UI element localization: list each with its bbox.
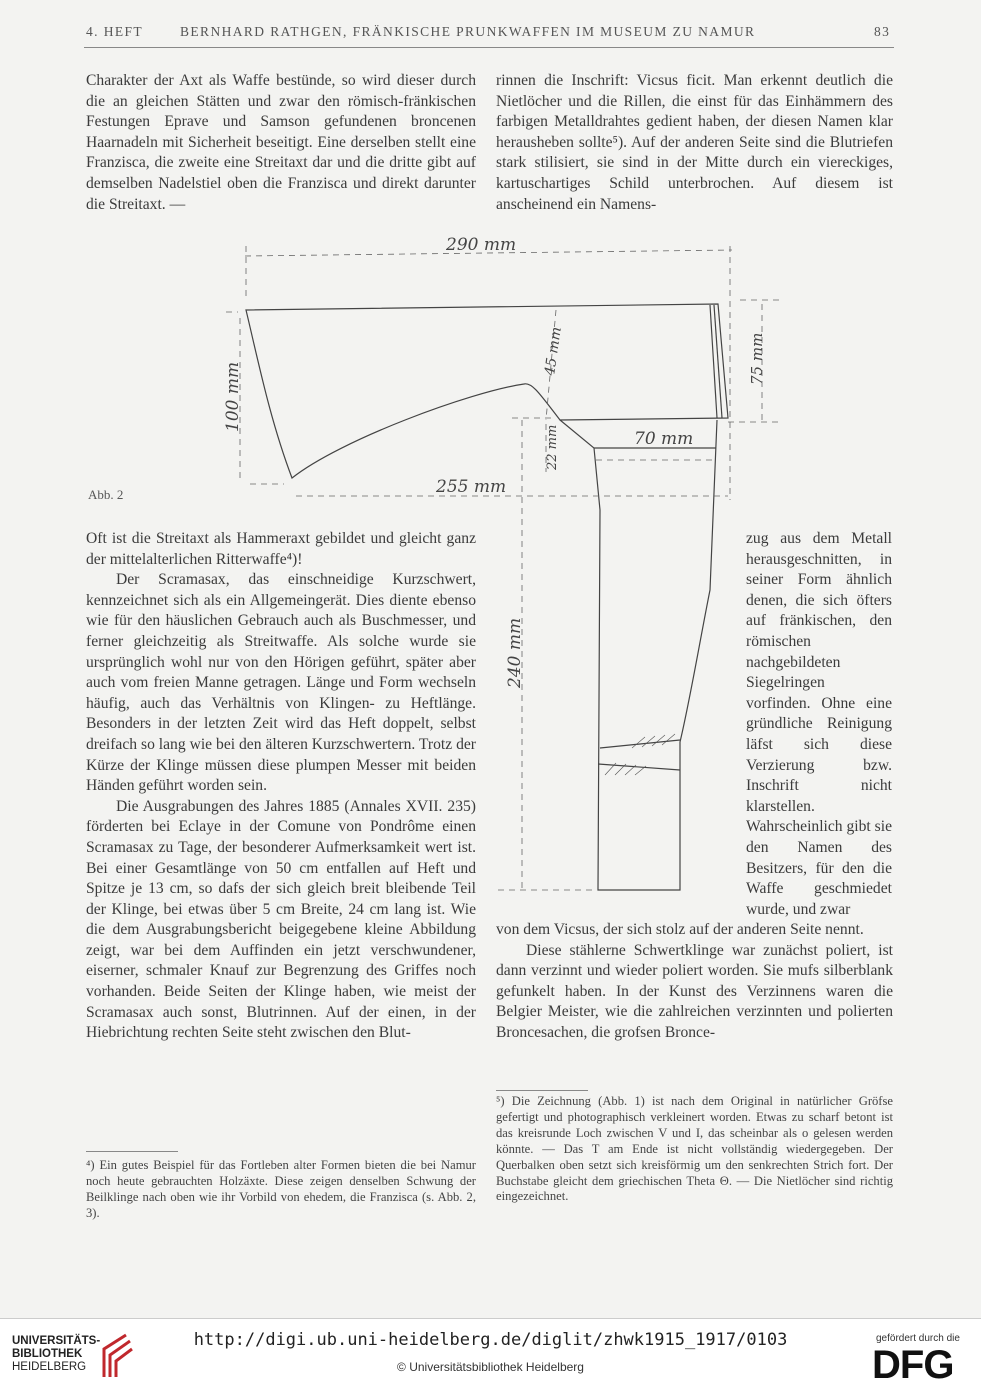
dimension-label-22: 22 mm (545, 424, 560, 470)
dimension-label-290: 290 mm (446, 235, 517, 255)
library-name: BIBLIOTHEK (12, 1348, 83, 1360)
paragraph: von dem Vicsus, der sich stolz auf der anderen Seite nennt. (496, 921, 864, 938)
dimension-label-240: 240 mm (505, 617, 525, 688)
footnote-right (496, 1094, 893, 1205)
library-city: HEIDELBERG (12, 1361, 87, 1373)
paragraph: Der Scramasax, das einschneidige Kurzschwert, kennzeichnet sich als ein Allgemeingerät. Dies diente ebenso wie für den häuslichen Gebrauch auch als Buschmesser, und ferner gleichzeitig als Streitwaffe. Als solche wurde sie ursprünglich wohl nur von den Hörigen geführt, später aber auch vom freien Manne getragen. Länge und Form wechseln häufig, auch das Verhältnis von Klingen- zu Heftlänge. Besonders in der letzten Zeit wird das Heft doppelt, selbst dreifach so lang wie bei den älteren Kurzschwertern. Trotz der Kürze der Klinge müssen diese plumpen Messer mit beiden Händen geführt worden sein. (86, 571, 476, 795)
right-column-bottom (496, 920, 893, 1044)
library-name: UNIVERSITÄTS- (12, 1335, 101, 1347)
page-number: 83 (874, 24, 891, 39)
funding-note: gefördert durch die (876, 1333, 960, 1344)
axe-eye-line (714, 305, 722, 418)
footnote-rule (86, 1151, 178, 1152)
issue-label: 4. HEFT (86, 24, 144, 39)
dimension-label-45: 45 mm (542, 325, 565, 377)
copyright-notice: © Universitätsbibliothek Heidelberg (397, 1360, 584, 1374)
paragraph: Oft ist die Streitaxt als Hammeraxt gebildet und gleicht ganz der mittelalterlichen Ritterwaffe⁴)! (86, 530, 476, 568)
dimension-label-70: 70 mm (634, 429, 694, 449)
paragraph: Charakter der Axt als Waffe bestünde, so wird dieser durch die an gleichen Stätten und zwar den römisch-fränkischen Festungen Eprave und Samson gefundenen broncenen Haarnadeln mit Sicherheit beseitigt. Eine derselben stellt eine Franzisca, die zweite eine Streitaxt dar und die dritte gibt auf demselben Nadelstiel oben die Franzisca und direkt darunter die Streitaxt. — (86, 72, 476, 213)
paragraph: Die Ausgrabungen des Jahres 1885 (Annales XVII. 235) förderten bei Eclaye in der Comune von Pondrôme einen Scramasax zu Tage, der besonderer Aufmerksamkeit wert ist. Bei einer Gesamtlänge von 50 cm entfallen auf Heft und Spitze je 13 cm, so dafs der sich gleich breit bleibende Teil der Klinge, bei etwas über 5 cm Breite, 24 cm lang ist. Wie die dem Ausgrabungsbericht beigegebene kleine Abbildung zeigt, war bei dem Auffinden ein jetzt verschwundener, eiserner, schmaler Knauf zur Begrenzung des Griffes noch vorhanden. Beide Seiten der Klinge haben, wie meist der Scramasax auch sonst, Blutrinnen. Auf der einen, in der Hiebrichtung rechten Seite steht zwischen den Blut- (86, 797, 476, 1042)
permalink[interactable]: http://digi.ub.uni-heidelberg.de/diglit/zhwk1915_1917/0103 (193, 1330, 788, 1350)
right-narrow-column (746, 529, 892, 920)
viewer-footer (0, 1318, 981, 1394)
dimension-label-100: 100 mm (223, 361, 243, 432)
running-title: BERNHARD RATHGEN, FRÄNKISCHE PRUNKWAFFEN IM MUSEUM ZU NAMUR (180, 24, 756, 39)
dimension-label-75: 75 mm (748, 332, 766, 385)
footnote-text: ⁵) Die Zeichnung (Abb. 1) ist nach dem Original in natürlicher Gröfse gefertigt und photographisch verkleinert worden. Etwas zu scharf betont ist das kreisrunde Loch zwischen V und I, das scheinbar als o gelesen werden könnte. — Das T am Ende ist nicht vollständig wiedergegeben. Der Querbalken oben setzt sich kreisförmig um den senkrechten Strich fort. Der Buchstabe gleicht dem griechischen Theta Θ. — Die Nietlöcher sind richtig eingezeichnet. (496, 1094, 893, 1204)
scramasax-outline (560, 420, 717, 890)
dimension-label-255: 255 mm (436, 477, 507, 497)
footnote-text: ⁴) Ein gutes Beispiel für das Fortleben alter Formen bieten die bei Namur noch heute gebrauchten Holzäxte. Diese zeigen denselben Schwung der Beilklinge nach oben wie ihr Vorbild von ehedem, die Franzisca (s. Abb. 2, 3). (86, 1158, 476, 1220)
footnote-rule (496, 1090, 588, 1091)
footnote-left (86, 1158, 476, 1222)
paragraph: zug aus dem Metall herausgeschnitten, in seiner Form ähnlich denen, die sich öfters auf fränkischen, den römischen nachgebildeten Siegelringen vorfinden. Ohne eine gründliche Reinigung läfst sich diese Verzierung bzw. Inschrift nicht klarstellen. Wahrscheinlich gibt sie den Namen des Besitzers, für den die Waffe geschmiedet wurde, und zwar (746, 530, 892, 918)
axe-eye-line (710, 305, 717, 418)
paragraph: Diese stählerne Schwertklinge war zunächst poliert, ist dann verzinnt und wieder poliert worden. Sie mufs silberblank gefunkelt haben. In der Kunst des Verzinnens waren die Belgier Meister, wie die zahlreichen verzinnten und polierten Broncesachen, die grofsen Bronce- (496, 941, 893, 1041)
paragraph: rinnen die Inschrift: Vicsus ficit. Man erkennt deutlich die Nietlöcher und die Rillen, die einst für das Einhämmern des farbigen Metalldrahtes gedient haben, der diesen Namen klar herausheben sollte⁵). Auf der anderen Seite sind die Blutriefen stark stilisiert, sie sind in der Mitte durch ein viereckiges, kartuschartiges Schild unterbrochen. Auf diesem ist anscheinend ein Namens- (496, 72, 893, 213)
left-column-body (86, 529, 476, 1044)
axe-outline (246, 304, 728, 478)
dfg-logo[interactable]: DFG (872, 1343, 954, 1387)
figure-caption: Abb. 2 (88, 487, 124, 502)
